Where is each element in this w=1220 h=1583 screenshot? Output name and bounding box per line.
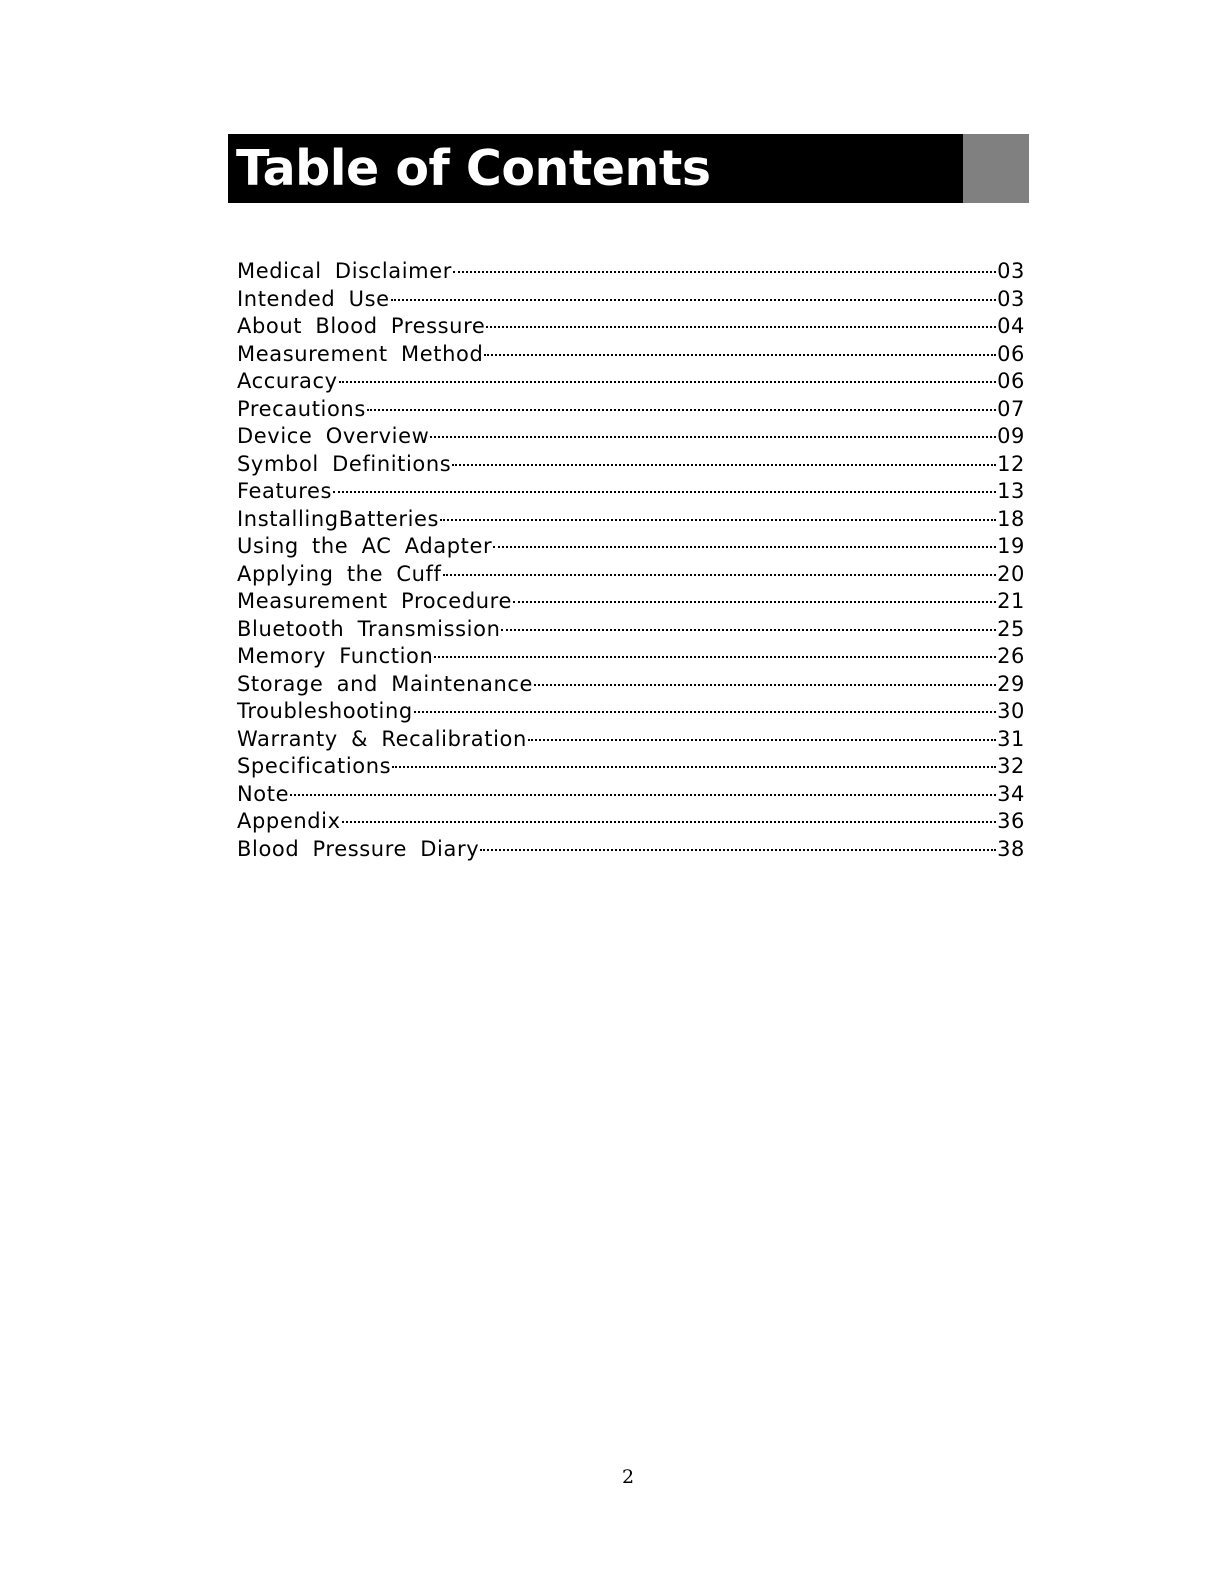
toc-entry-label: Memory Function [237, 644, 434, 668]
toc-dot-leader [290, 794, 996, 796]
toc-entry[interactable] [237, 643, 1025, 671]
toc-entry-page: 06 [997, 341, 1025, 366]
toc-entry-label: Symbol Definitions [237, 451, 452, 476]
title-bar [228, 134, 1029, 203]
toc-dot-leader [528, 739, 996, 741]
toc-entry[interactable] [237, 368, 1025, 396]
toc-entry-page: 04 [997, 314, 1025, 338]
toc-dot-leader [501, 629, 996, 631]
toc-dot-leader [440, 519, 996, 521]
toc-dot-leader [430, 436, 996, 438]
toc-entry-page: 03 [997, 259, 1025, 283]
toc-entry-label: InstallingBatteries [237, 506, 440, 531]
toc-entry[interactable] [237, 808, 1025, 836]
toc-entry[interactable] [237, 781, 1025, 809]
toc-entry[interactable] [237, 478, 1025, 506]
toc-entry[interactable] [237, 258, 1025, 286]
toc-entry[interactable] [237, 836, 1025, 864]
toc-entry-label: Measurement Method [237, 341, 484, 366]
toc-entry-label: Measurement Procedure [237, 589, 512, 613]
toc-dot-leader [486, 326, 996, 328]
table-of-contents [237, 258, 1025, 863]
toc-entry-label: Features [237, 479, 333, 503]
toc-dot-leader [392, 766, 996, 768]
toc-dot-leader [493, 546, 996, 548]
toc-entry[interactable] [237, 588, 1025, 616]
toc-entry[interactable] [237, 533, 1025, 561]
toc-entry-label: Device Overview [237, 424, 430, 448]
toc-dot-leader [484, 354, 996, 356]
toc-entry-page: 36 [997, 809, 1025, 833]
toc-entry-page: 29 [997, 671, 1025, 696]
toc-dot-leader [342, 821, 996, 823]
toc-entry-label: Specifications [237, 754, 392, 778]
toc-entry-label: Warranty & Recalibration [237, 726, 527, 751]
toc-entry-page: 12 [997, 451, 1025, 476]
toc-dot-leader [391, 299, 996, 301]
toc-entry-label: Precautions [237, 396, 366, 421]
toc-entry[interactable] [237, 726, 1025, 754]
toc-entry-page: 13 [997, 479, 1025, 503]
page-number: 2 [621, 1466, 635, 1488]
toc-entry[interactable] [237, 396, 1025, 424]
toc-entry-page: 30 [997, 699, 1025, 723]
toc-entry-page: 07 [997, 396, 1025, 421]
toc-entry-page: 06 [997, 369, 1025, 393]
toc-dot-leader [443, 574, 997, 576]
page-title: Table of Contents [236, 140, 711, 197]
toc-entry-page: 34 [997, 781, 1025, 806]
toc-entry[interactable] [237, 506, 1025, 534]
toc-dot-leader [480, 849, 996, 851]
toc-entry-page: 26 [997, 644, 1025, 668]
toc-dot-leader [414, 711, 996, 713]
toc-entry-page: 09 [997, 424, 1025, 448]
toc-entry[interactable] [237, 313, 1025, 341]
toc-entry[interactable] [237, 698, 1025, 726]
toc-entry-label: Troubleshooting [237, 699, 413, 723]
toc-entry[interactable] [237, 561, 1025, 589]
toc-dot-leader [333, 491, 996, 493]
toc-entry-label: Bluetooth Transmission [237, 616, 501, 641]
toc-entry-label: Storage and Maintenance [237, 671, 534, 696]
toc-dot-leader [434, 656, 996, 658]
toc-entry-page: 32 [997, 754, 1025, 778]
toc-dot-leader [367, 409, 996, 411]
toc-entry-label: Note [237, 781, 290, 806]
toc-dot-leader [513, 601, 996, 603]
toc-entry-page: 03 [997, 286, 1025, 311]
title-tab-block [963, 134, 1029, 203]
toc-entry-page: 19 [997, 534, 1025, 558]
toc-entry-page: 25 [997, 616, 1025, 641]
toc-entry-label: Appendix [237, 809, 341, 833]
toc-entry-page: 20 [997, 561, 1025, 586]
toc-entry[interactable] [237, 341, 1025, 369]
toc-entry-label: Intended Use [237, 286, 390, 311]
toc-entry-label: Applying the Cuff [237, 561, 442, 586]
toc-dot-leader [453, 271, 996, 273]
toc-entry-label: Accuracy [237, 369, 338, 393]
toc-entry[interactable] [237, 753, 1025, 781]
toc-entry-page: 31 [997, 726, 1025, 751]
toc-entry[interactable] [237, 451, 1025, 479]
toc-entry-page: 21 [997, 589, 1025, 613]
toc-entry[interactable] [237, 616, 1025, 644]
toc-entry[interactable] [237, 671, 1025, 699]
toc-dot-leader [339, 381, 996, 383]
toc-entry-page: 38 [997, 836, 1025, 861]
toc-entry[interactable] [237, 286, 1025, 314]
toc-dot-leader [452, 464, 996, 466]
toc-entry-label: About Blood Pressure [237, 314, 486, 338]
toc-entry-label: Blood Pressure Diary [237, 836, 480, 861]
toc-entry-label: Medical Disclaimer [237, 259, 452, 283]
toc-dot-leader [534, 684, 996, 686]
toc-entry[interactable] [237, 423, 1025, 451]
toc-entry-label: Using the AC Adapter [237, 534, 493, 558]
toc-entry-page: 18 [997, 506, 1025, 531]
